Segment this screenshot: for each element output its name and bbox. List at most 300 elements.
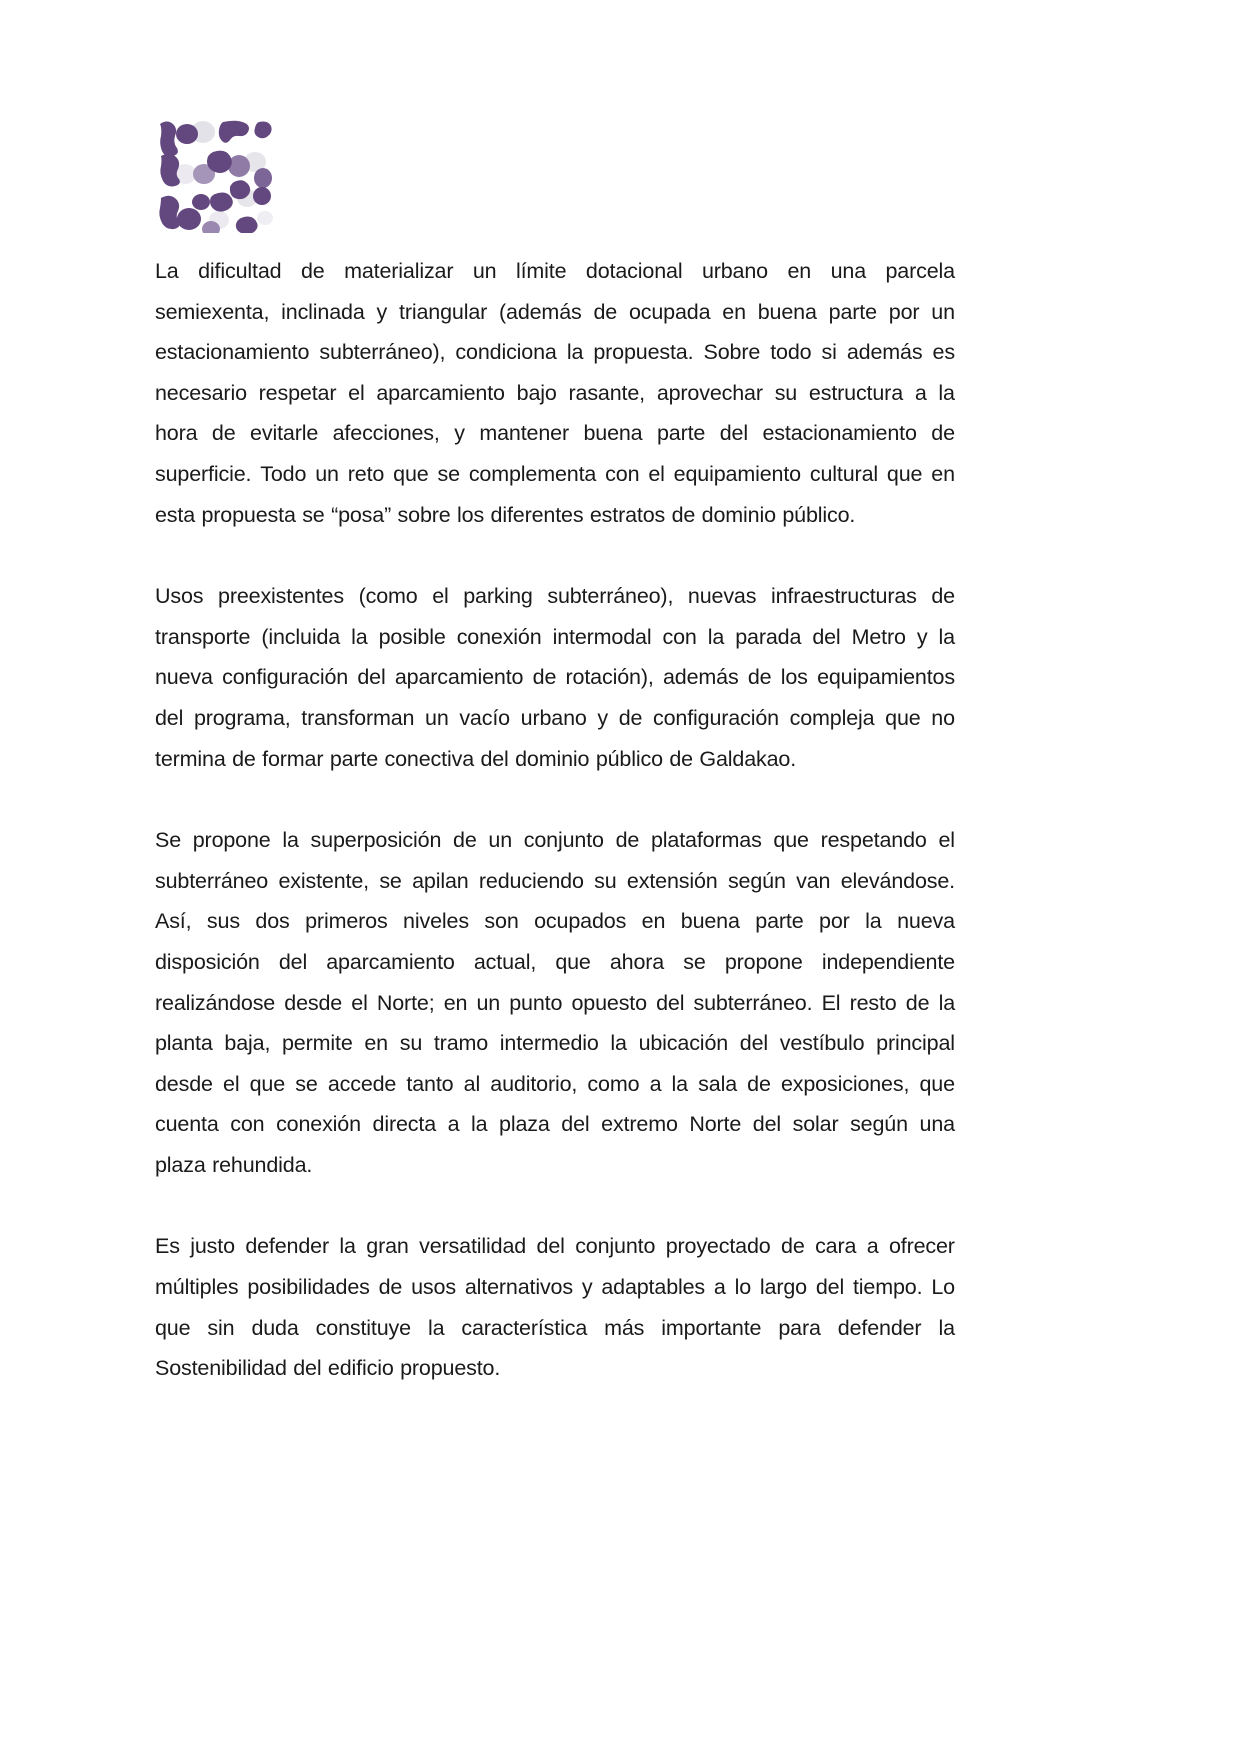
word: de	[931, 421, 955, 446]
word: configuración	[653, 705, 779, 730]
word: un	[488, 828, 513, 853]
word: diferentes	[490, 502, 584, 527]
word: aparcamiento	[376, 380, 505, 405]
word: es	[932, 340, 955, 365]
word: según	[850, 1112, 908, 1137]
word: según	[727, 868, 786, 893]
word: de	[300, 259, 325, 283]
word: subterráneo),	[319, 340, 446, 365]
word: justo	[190, 1234, 235, 1259]
word: los	[780, 665, 808, 690]
word: parte	[755, 909, 804, 934]
word: que	[249, 1071, 286, 1096]
word: parada	[735, 624, 802, 649]
word: dificultad	[198, 259, 282, 283]
word: se	[683, 949, 706, 974]
word: que	[155, 1315, 191, 1340]
word: del	[719, 421, 748, 446]
word: con	[662, 624, 697, 649]
word: directa	[372, 1112, 437, 1137]
word: resto	[849, 990, 897, 1015]
word: hora	[155, 421, 198, 446]
word: parte	[656, 421, 706, 446]
word: de	[615, 828, 640, 853]
word: semiexenta,	[155, 299, 270, 324]
word: opuesto	[571, 990, 647, 1015]
word: desde	[155, 1071, 213, 1096]
word: aparcamiento	[394, 665, 524, 690]
word: Galdakao.	[699, 746, 797, 771]
word: la	[707, 624, 725, 649]
word: versatilidad	[419, 1234, 527, 1259]
text-line	[155, 495, 955, 536]
word: que	[555, 949, 591, 974]
blob-cluster-logo	[155, 118, 273, 233]
word: múltiples	[155, 1275, 239, 1300]
word: baja,	[224, 1031, 271, 1056]
word: intermedio	[499, 1031, 599, 1056]
word: del	[812, 624, 841, 649]
word: rehundida.	[212, 1152, 313, 1177]
word: conexión	[276, 1112, 361, 1137]
word: y	[916, 624, 928, 649]
word: gran	[366, 1234, 409, 1259]
word: materializar	[344, 259, 454, 283]
word: propone	[724, 949, 803, 974]
word: todo	[770, 340, 812, 365]
word: el	[348, 380, 365, 405]
word: configuración	[222, 665, 349, 690]
word: un	[315, 461, 339, 486]
word: aprovechar	[656, 380, 763, 405]
word: superposición	[310, 828, 442, 853]
word: intermodal	[552, 624, 652, 649]
word: solar	[792, 1112, 839, 1137]
word: son	[484, 909, 519, 934]
text-line	[155, 1348, 955, 1389]
word: a	[914, 380, 927, 405]
word: ofrecer	[888, 1234, 955, 1259]
word: además	[662, 665, 739, 690]
word: de	[378, 1275, 403, 1300]
text-line	[155, 983, 955, 1024]
word: de	[781, 1234, 805, 1259]
word: estacionamiento	[155, 340, 310, 365]
word: conjunto	[575, 1234, 656, 1259]
text-line	[155, 820, 955, 861]
word: en	[443, 990, 468, 1015]
word: sin	[207, 1315, 235, 1340]
word: realizándose	[155, 990, 276, 1015]
word: programa,	[193, 705, 291, 730]
word: niveles	[403, 909, 469, 934]
word: disposición	[155, 949, 260, 974]
word: la	[471, 1112, 488, 1137]
word: edificio	[327, 1356, 394, 1381]
word: del	[561, 1112, 590, 1137]
word: el	[648, 461, 665, 486]
word: buena	[757, 299, 817, 324]
word: estacionamiento	[762, 421, 917, 446]
word: su	[594, 868, 617, 893]
word: que	[886, 461, 923, 486]
word: conjunto	[523, 828, 604, 853]
word: Sostenibilidad	[155, 1356, 287, 1381]
word: que	[393, 461, 429, 486]
word: la	[938, 990, 955, 1015]
paragraph-2	[155, 576, 955, 779]
word: Se	[155, 828, 181, 853]
word: la	[938, 624, 955, 649]
word: triangular	[399, 299, 488, 324]
word: condiciona	[455, 340, 557, 365]
word: urbano	[520, 705, 587, 730]
word: El	[821, 990, 841, 1015]
word: un	[472, 259, 497, 283]
word: la	[351, 624, 368, 649]
word: subterráneo	[155, 868, 269, 893]
word: ubicación	[638, 1031, 729, 1056]
text-line	[155, 861, 955, 902]
word: sobre	[397, 502, 451, 527]
word: primeros	[305, 909, 388, 934]
word: parking	[463, 584, 533, 609]
word: compleja	[789, 705, 875, 730]
word: plaza	[499, 1112, 550, 1137]
word: plaza	[155, 1152, 206, 1177]
word: Todo	[260, 461, 307, 486]
word: adaptables	[601, 1275, 706, 1300]
word: Es	[155, 1234, 180, 1259]
text-line	[155, 1267, 955, 1308]
word: del	[293, 1356, 322, 1381]
word: y	[454, 421, 465, 446]
word: en	[722, 299, 746, 324]
word: del	[536, 1234, 565, 1259]
word: Norte	[689, 1112, 742, 1137]
word: la	[282, 828, 299, 853]
word: rotación),	[565, 665, 654, 690]
word: importante	[661, 1315, 762, 1340]
text-line	[155, 413, 955, 454]
word: el	[351, 990, 368, 1015]
word: en	[787, 259, 812, 283]
word: de	[453, 828, 477, 853]
word: del	[739, 1031, 769, 1056]
word: de	[905, 990, 930, 1015]
word: reduciendo	[478, 868, 584, 893]
word: rasante,	[568, 380, 646, 405]
word: alternativos	[464, 1275, 573, 1300]
word: van	[796, 868, 831, 893]
word: respetando	[820, 828, 927, 853]
word: transforman	[301, 705, 415, 730]
word: inclinada	[281, 299, 365, 324]
word: auditorio,	[490, 1071, 578, 1096]
word: de	[532, 665, 557, 690]
word: necesario	[155, 380, 247, 405]
word: buena	[680, 909, 740, 934]
word: equipamiento	[673, 461, 801, 486]
word: con	[230, 1112, 265, 1137]
word: Lo	[931, 1275, 955, 1300]
word: propuesta	[201, 502, 296, 527]
word: de	[931, 584, 955, 609]
word: punto	[509, 990, 563, 1015]
word: extremo	[601, 1112, 678, 1137]
text-line	[155, 698, 955, 739]
word: del	[357, 665, 386, 690]
word: de	[669, 746, 693, 771]
word: característica	[461, 1315, 588, 1340]
word: posible	[378, 624, 446, 649]
word: del	[155, 705, 184, 730]
word: del	[815, 1275, 845, 1300]
text-line	[155, 1064, 955, 1105]
word: desde	[284, 990, 343, 1015]
word: su	[399, 1031, 423, 1056]
word: la	[671, 1071, 688, 1096]
word: propuesta.	[593, 340, 694, 365]
word: respetar	[258, 380, 337, 405]
word: buena	[583, 421, 643, 446]
text-line	[155, 332, 955, 373]
word: Así,	[155, 909, 192, 934]
word: complementa	[468, 461, 597, 486]
word: constituye	[315, 1315, 411, 1340]
word: dominio	[701, 502, 776, 527]
word: transporte	[155, 624, 251, 649]
word: la	[938, 1315, 955, 1340]
text-line	[155, 1104, 955, 1145]
word: de	[618, 705, 643, 730]
word: esta	[155, 502, 196, 527]
word: cultural	[809, 461, 878, 486]
word: un	[931, 299, 955, 324]
word: reto	[347, 461, 385, 486]
word: evitarle	[250, 421, 319, 446]
word: cuenta	[155, 1112, 219, 1137]
word: para	[778, 1315, 821, 1340]
word: largo	[759, 1275, 807, 1300]
word: propone	[192, 828, 271, 853]
word: que	[773, 828, 809, 853]
word: nueva	[897, 909, 955, 934]
word: Sobre	[703, 340, 761, 365]
word: de	[747, 1071, 771, 1096]
word: se	[379, 868, 402, 893]
word: un	[476, 990, 501, 1015]
word: afecciones,	[332, 421, 440, 446]
word: (además	[499, 299, 582, 324]
word: tiempo.	[852, 1275, 923, 1300]
text-line	[155, 617, 955, 658]
word: exposiciones,	[780, 1071, 910, 1096]
word: lo	[734, 1275, 752, 1300]
word: conectiva	[384, 746, 474, 771]
word: se	[295, 1071, 318, 1096]
word: tramo	[433, 1031, 489, 1056]
word: planta	[155, 1031, 213, 1056]
word: parte	[329, 746, 379, 771]
text-line	[155, 454, 955, 495]
word: posibilidades	[247, 1275, 370, 1300]
word: del	[278, 949, 308, 974]
word: duda	[251, 1315, 299, 1340]
text-line	[155, 901, 955, 942]
word: aparcamiento	[326, 949, 455, 974]
text-line	[155, 1226, 955, 1267]
word: en	[641, 909, 666, 934]
word: si	[821, 340, 837, 365]
document-body	[155, 251, 955, 1389]
word: accede	[327, 1071, 397, 1096]
word: de	[747, 665, 772, 690]
word: del	[752, 1112, 782, 1137]
word: usos	[411, 1275, 456, 1300]
text-line	[155, 1023, 955, 1064]
word: una	[830, 259, 866, 283]
paragraph-3	[155, 820, 955, 1185]
word: a	[866, 1234, 879, 1259]
word: a	[447, 1112, 460, 1137]
word: extensión	[626, 868, 718, 893]
word: nuevas	[687, 584, 757, 609]
word: en	[931, 461, 955, 486]
word: formar	[262, 746, 324, 771]
word: un	[425, 705, 449, 730]
word: tanto	[406, 1071, 454, 1096]
paragraph-4	[155, 1226, 955, 1388]
text-line	[155, 251, 955, 292]
word: y	[581, 1275, 593, 1300]
word: parcela	[885, 259, 955, 283]
word: vacío	[459, 705, 510, 730]
word: Metro	[851, 624, 906, 649]
word: con	[605, 461, 640, 486]
word: sus	[206, 909, 240, 934]
word: elevándose.	[840, 868, 955, 893]
word: del	[480, 746, 509, 771]
word: al	[463, 1071, 481, 1096]
text-line	[155, 373, 955, 414]
word: Norte;	[376, 990, 435, 1015]
word: permite	[282, 1031, 353, 1056]
word: independiente	[821, 949, 955, 974]
text-line	[155, 292, 955, 333]
word: ocupados	[534, 909, 627, 934]
paragraph-1	[155, 251, 955, 535]
word: (como	[358, 584, 418, 609]
word: los	[457, 502, 485, 527]
text-line	[155, 576, 955, 617]
text-line	[155, 1145, 955, 1186]
word: (incluida	[261, 624, 341, 649]
word: en	[364, 1031, 388, 1056]
word: nueva	[155, 665, 213, 690]
word: de	[232, 746, 256, 771]
word: parte	[828, 299, 877, 324]
word: vestíbulo	[779, 1031, 865, 1056]
word: urbano	[701, 259, 768, 283]
word: ahora	[609, 949, 665, 974]
word: como	[587, 1071, 640, 1096]
text-line	[155, 942, 955, 983]
word: actual,	[473, 949, 537, 974]
word: sala	[698, 1071, 737, 1096]
text-line	[155, 1308, 955, 1349]
word: mantener	[479, 421, 569, 446]
word: preexistentes	[218, 584, 344, 609]
word: una	[919, 1112, 955, 1137]
word: subterráneo),	[547, 584, 674, 609]
word: de	[671, 502, 696, 527]
word: que	[885, 705, 921, 730]
word: a	[649, 1071, 662, 1096]
word: y	[376, 299, 388, 324]
word: se	[302, 502, 325, 527]
word: a	[713, 1275, 726, 1300]
word: dotacional	[585, 259, 683, 283]
word: público	[595, 746, 663, 771]
word: el	[938, 828, 955, 853]
word: plataformas	[650, 828, 762, 853]
word: subterráneo.	[693, 990, 813, 1015]
word: estratos	[589, 502, 666, 527]
word: la	[339, 1234, 356, 1259]
word: equipamientos	[817, 665, 955, 690]
word: apilan	[412, 868, 469, 893]
word: dominio	[515, 746, 590, 771]
text-line	[155, 739, 955, 780]
word: por	[819, 909, 850, 934]
word: defender	[837, 1315, 922, 1340]
word: el	[432, 584, 449, 609]
word: de	[211, 421, 236, 446]
word: dos	[255, 909, 290, 934]
word: el	[223, 1071, 240, 1096]
word: su	[774, 380, 798, 405]
word: ocupada	[628, 299, 711, 324]
word: que	[919, 1071, 955, 1096]
word: la	[938, 380, 955, 405]
word: no	[931, 705, 955, 730]
word: propuesto.	[400, 1356, 501, 1381]
word: público.	[782, 502, 856, 527]
word: Usos	[155, 584, 204, 609]
word: se	[437, 461, 460, 486]
word: principal	[876, 1031, 955, 1056]
word: por	[888, 299, 920, 324]
word: defender	[245, 1234, 329, 1259]
word: infraestructuras	[770, 584, 917, 609]
word: la	[865, 909, 882, 934]
word: de	[593, 299, 618, 324]
word: además	[846, 340, 923, 365]
word: proyectado	[665, 1234, 771, 1259]
word: la	[566, 340, 584, 365]
word: la	[427, 1315, 445, 1340]
word: del	[656, 990, 685, 1015]
word: estructura	[808, 380, 904, 405]
word: La	[155, 259, 179, 283]
word: superficie.	[155, 461, 252, 486]
text-line	[155, 657, 955, 698]
word: y	[597, 705, 608, 730]
word: existente,	[278, 868, 369, 893]
word: límite	[515, 259, 567, 283]
word: cara	[815, 1234, 857, 1259]
